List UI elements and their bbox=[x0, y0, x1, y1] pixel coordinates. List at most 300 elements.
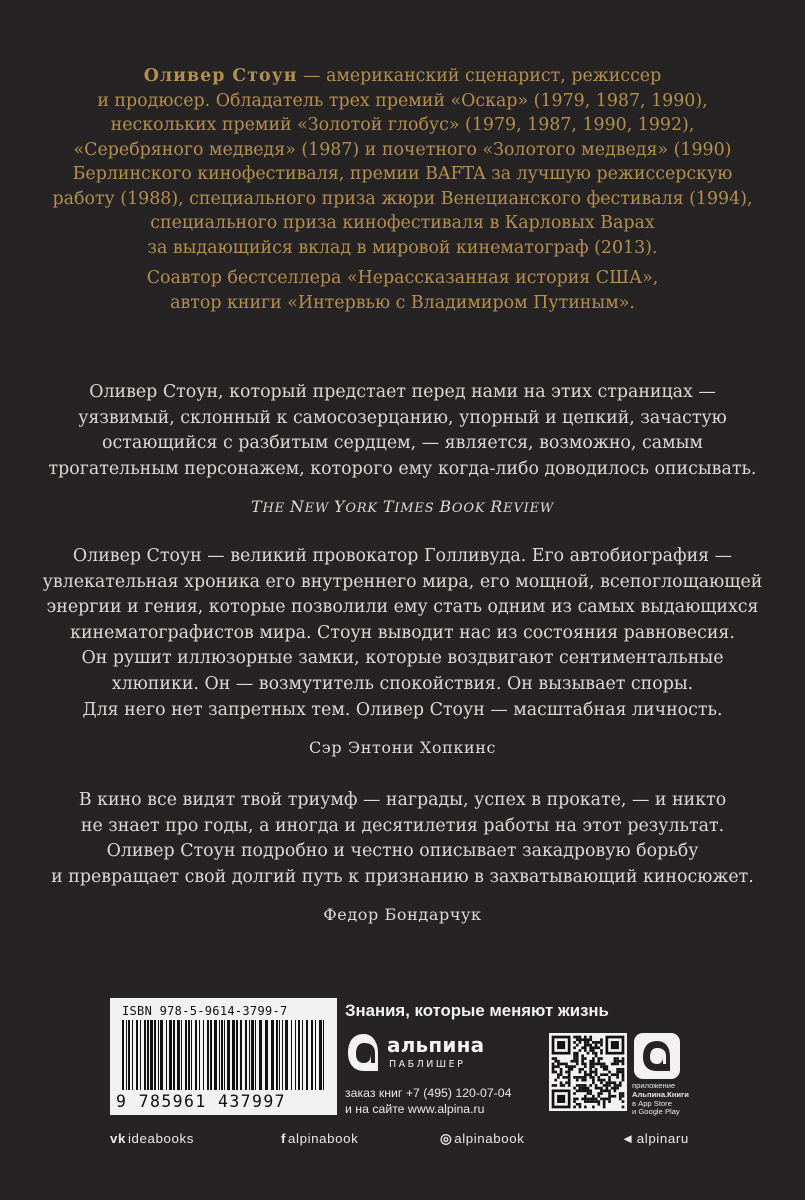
qr-module bbox=[589, 1044, 592, 1047]
barcode-bar bbox=[224, 1020, 225, 1090]
qr-module bbox=[552, 1063, 555, 1066]
barcode-bar bbox=[236, 1020, 238, 1090]
qr-module bbox=[600, 1063, 603, 1066]
publisher-sub: ПАБЛИШЕР bbox=[389, 1059, 466, 1070]
qr-module bbox=[581, 1079, 584, 1082]
qr-module bbox=[576, 1052, 579, 1055]
barcode-bar bbox=[160, 1020, 163, 1090]
qr-module bbox=[608, 1079, 611, 1082]
qr-module bbox=[557, 1076, 560, 1079]
qr-module bbox=[579, 1103, 582, 1106]
qr-module bbox=[600, 1057, 603, 1060]
barcode-bar bbox=[169, 1020, 172, 1090]
qr-module bbox=[616, 1060, 619, 1063]
qr-module bbox=[616, 1076, 619, 1079]
qr-module bbox=[573, 1076, 576, 1079]
qr-module bbox=[595, 1044, 598, 1047]
qr-module bbox=[592, 1041, 595, 1044]
barcode-bar bbox=[276, 1020, 278, 1090]
qr-module bbox=[589, 1092, 592, 1095]
qr-module bbox=[587, 1041, 590, 1044]
qr-module bbox=[584, 1071, 587, 1074]
qr-module bbox=[595, 1084, 598, 1087]
qr-module bbox=[622, 1063, 625, 1066]
qr-module bbox=[576, 1084, 579, 1087]
qr-module bbox=[573, 1106, 576, 1109]
barcode-bar bbox=[177, 1020, 180, 1090]
qr-module bbox=[573, 1065, 576, 1068]
qr-module bbox=[595, 1071, 598, 1074]
qr-module bbox=[600, 1044, 603, 1047]
qr-module bbox=[560, 1084, 563, 1087]
qr-module bbox=[589, 1076, 592, 1079]
qr-module bbox=[600, 1073, 603, 1076]
barcode-bar bbox=[249, 1020, 250, 1090]
barcode-bar bbox=[271, 1020, 274, 1090]
qr-module bbox=[603, 1079, 606, 1082]
barcode-bar bbox=[291, 1020, 292, 1090]
qr-module bbox=[576, 1055, 579, 1058]
qr-module bbox=[554, 1079, 557, 1082]
qr-module bbox=[600, 1041, 603, 1044]
qr-module bbox=[584, 1046, 587, 1049]
qr-module bbox=[605, 1087, 608, 1090]
qr-module bbox=[552, 1071, 555, 1074]
qr-module bbox=[619, 1092, 622, 1095]
qr-module bbox=[592, 1106, 595, 1109]
qr-module bbox=[589, 1063, 592, 1066]
barcode-bar bbox=[323, 1020, 324, 1090]
qr-module bbox=[600, 1098, 603, 1101]
qr-module bbox=[595, 1052, 598, 1055]
qr-module bbox=[589, 1036, 592, 1039]
qr-module bbox=[568, 1073, 571, 1076]
social-instagram: ◎ alpinabook bbox=[440, 1131, 525, 1146]
qr-module bbox=[595, 1055, 598, 1058]
qr-module bbox=[568, 1076, 571, 1079]
barcode-bar bbox=[210, 1020, 212, 1090]
coauthor-note: Соавтор бестселлера «Нерассказанная история США», автор книги «Интервью с Владимиром Путиным». bbox=[146, 268, 659, 313]
barcode-bar bbox=[185, 1020, 187, 1090]
qr-module bbox=[608, 1100, 611, 1103]
qr-module bbox=[605, 1081, 608, 1084]
qr-module bbox=[603, 1063, 606, 1066]
app-logo-icon bbox=[634, 1033, 680, 1079]
barcode-bar bbox=[181, 1020, 182, 1090]
qr-module bbox=[616, 1068, 619, 1071]
qr-module bbox=[573, 1052, 576, 1055]
qr-module bbox=[584, 1106, 587, 1109]
qr-module bbox=[611, 1073, 614, 1076]
qr-module bbox=[608, 1076, 611, 1079]
qr-module bbox=[587, 1052, 590, 1055]
qr-module bbox=[614, 1073, 617, 1076]
qr-module bbox=[576, 1103, 579, 1106]
qr-module bbox=[584, 1076, 587, 1079]
qr-module bbox=[616, 1084, 619, 1087]
barcode-bar bbox=[311, 1020, 313, 1090]
qr-module bbox=[608, 1098, 611, 1101]
qr-module bbox=[619, 1060, 622, 1063]
qr-module bbox=[565, 1071, 568, 1074]
qr-module bbox=[571, 1060, 574, 1063]
qr-finder bbox=[611, 1041, 619, 1049]
qr-module bbox=[576, 1079, 579, 1082]
qr-module bbox=[552, 1057, 555, 1060]
qr-module bbox=[622, 1073, 625, 1076]
qr-module bbox=[592, 1052, 595, 1055]
publisher-name: альпина bbox=[387, 1033, 485, 1057]
qr-module bbox=[589, 1046, 592, 1049]
qr-module bbox=[576, 1038, 579, 1041]
quote-text: Оливер Стоун, который предстает перед нами на этих страницах — уязвимый, склонный к самосозерцанию, упорный и цепкий, зачастую остающийся с разбитым сердцем, — является, возможно, самым трогательным персонажем, которого ему когда-либо доводилось описывать. bbox=[48, 382, 757, 479]
vk-icon: vk bbox=[110, 1131, 126, 1146]
qr-module bbox=[619, 1095, 622, 1098]
barcode-bar bbox=[199, 1020, 200, 1090]
bio-paragraph: Оливер Стоун — американский сценарист, режиссер и продюсер. Обладатель трех премий «Оскар» (1979, 1987, 1990), нескольких премий «Золотой глобус» (1979, 1987, 1990, 1992), «Серебряного медведя» (1987) и почетного «Золотого медведя» (1990) Берлинского кинофестиваля, премии BAFTA за лучшую режиссерскую работу (1988), специального приза жюри Венецианского фестиваля (1994), специального приза кинофестиваля в Карловых Варах за выдающийся вклад в мировой кинематограф (2013). bbox=[52, 66, 753, 258]
qr-module bbox=[587, 1044, 590, 1047]
qr-module bbox=[592, 1095, 595, 1098]
qr-module bbox=[600, 1087, 603, 1090]
qr-module bbox=[597, 1060, 600, 1063]
qr-module bbox=[622, 1076, 625, 1079]
qr-module bbox=[557, 1060, 560, 1063]
qr-module bbox=[603, 1073, 606, 1076]
qr-module bbox=[597, 1041, 600, 1044]
qr-module bbox=[587, 1038, 590, 1041]
qr-module bbox=[560, 1071, 563, 1074]
qr-module bbox=[600, 1065, 603, 1068]
barcode-bar bbox=[259, 1020, 262, 1090]
barcode-bar bbox=[282, 1020, 283, 1090]
qr-module bbox=[562, 1084, 565, 1087]
qr-module bbox=[597, 1092, 600, 1095]
alpina-logo-icon bbox=[345, 1031, 383, 1075]
qr-module bbox=[595, 1063, 598, 1066]
qr-module bbox=[554, 1084, 557, 1087]
isbn-barcode bbox=[110, 998, 337, 1115]
qr-module bbox=[552, 1065, 555, 1068]
qr-module bbox=[605, 1073, 608, 1076]
qr-module bbox=[603, 1084, 606, 1087]
qr-module bbox=[619, 1098, 622, 1101]
qr-module bbox=[597, 1087, 600, 1090]
qr-module bbox=[554, 1065, 557, 1068]
barcode-bar bbox=[144, 1020, 146, 1090]
qr-module bbox=[579, 1084, 582, 1087]
qr-module bbox=[581, 1046, 584, 1049]
qr-module bbox=[619, 1084, 622, 1087]
qr-module bbox=[581, 1087, 584, 1090]
qr-module bbox=[573, 1046, 576, 1049]
barcode-bar bbox=[251, 1020, 254, 1090]
qr-module bbox=[592, 1100, 595, 1103]
qr-module bbox=[597, 1095, 600, 1098]
qr-module bbox=[597, 1063, 600, 1066]
qr-module bbox=[611, 1081, 614, 1084]
barcode-bar bbox=[188, 1020, 190, 1090]
qr-module bbox=[622, 1095, 625, 1098]
qr-module bbox=[573, 1098, 576, 1101]
barcode-bar bbox=[122, 1020, 124, 1090]
qr-module bbox=[608, 1095, 611, 1098]
qr-module bbox=[605, 1084, 608, 1087]
qr-module bbox=[587, 1100, 590, 1103]
qr-module bbox=[595, 1068, 598, 1071]
qr-module bbox=[584, 1100, 587, 1103]
publisher-slogan: Знания, которые меняют жизнь bbox=[345, 1001, 609, 1020]
qr-module bbox=[568, 1084, 571, 1087]
qr-module bbox=[571, 1068, 574, 1071]
qr-module bbox=[603, 1103, 606, 1106]
qr-module bbox=[560, 1081, 563, 1084]
facebook-icon: f bbox=[281, 1131, 287, 1146]
barcode-bar bbox=[255, 1020, 256, 1090]
qr-module bbox=[589, 1065, 592, 1068]
qr-module bbox=[595, 1098, 598, 1101]
barcode-bar bbox=[265, 1020, 268, 1090]
qr-module bbox=[576, 1076, 579, 1079]
qr-module bbox=[592, 1060, 595, 1063]
qr-module bbox=[592, 1081, 595, 1084]
qr-module bbox=[614, 1057, 617, 1060]
qr-module bbox=[573, 1100, 576, 1103]
review-quote-hopkins bbox=[40, 544, 765, 761]
barcode-bar bbox=[319, 1020, 322, 1090]
barcode-bar bbox=[191, 1020, 192, 1090]
qr-module bbox=[557, 1065, 560, 1068]
qr-module bbox=[552, 1084, 555, 1087]
qr-module bbox=[565, 1081, 568, 1084]
qr-module bbox=[579, 1038, 582, 1041]
qr-module bbox=[584, 1063, 587, 1066]
qr-module bbox=[587, 1087, 590, 1090]
qr-module bbox=[603, 1089, 606, 1092]
qr-module bbox=[587, 1098, 590, 1101]
barcode-bar bbox=[221, 1020, 223, 1090]
barcode-bar bbox=[150, 1020, 153, 1090]
qr-module bbox=[595, 1073, 598, 1076]
qr-module bbox=[584, 1036, 587, 1039]
qr-module bbox=[584, 1065, 587, 1068]
qr-module bbox=[603, 1068, 606, 1071]
qr-module bbox=[576, 1036, 579, 1039]
qr-module bbox=[579, 1049, 582, 1052]
qr-module bbox=[597, 1057, 600, 1060]
qr-module bbox=[581, 1084, 584, 1087]
qr-module bbox=[565, 1065, 568, 1068]
barcode-bar bbox=[166, 1020, 167, 1090]
qr-module bbox=[554, 1071, 557, 1074]
qr-module bbox=[557, 1073, 560, 1076]
qr-module bbox=[589, 1049, 592, 1052]
qr-module bbox=[592, 1049, 595, 1052]
qr-module bbox=[579, 1076, 582, 1079]
barcode-bar bbox=[154, 1020, 156, 1090]
qr-module bbox=[592, 1057, 595, 1060]
qr-module bbox=[568, 1081, 571, 1084]
qr-module bbox=[568, 1068, 571, 1071]
qr-module bbox=[608, 1071, 611, 1074]
qr-module bbox=[584, 1089, 587, 1092]
qr-module bbox=[622, 1071, 625, 1074]
qr-module bbox=[589, 1089, 592, 1092]
qr-module bbox=[562, 1063, 565, 1066]
qr-module bbox=[622, 1068, 625, 1071]
qr-module bbox=[614, 1087, 617, 1090]
qr-module bbox=[579, 1041, 582, 1044]
qr-module bbox=[589, 1073, 592, 1076]
qr-module bbox=[592, 1071, 595, 1074]
qr-module bbox=[589, 1068, 592, 1071]
barcode-bar bbox=[173, 1020, 175, 1090]
qr-module bbox=[600, 1081, 603, 1084]
instagram-icon: ◎ bbox=[440, 1131, 453, 1146]
qr-module bbox=[603, 1106, 606, 1109]
qr-module bbox=[576, 1063, 579, 1066]
qr-module bbox=[614, 1063, 617, 1066]
barcode-bar bbox=[132, 1020, 133, 1090]
qr-module bbox=[616, 1057, 619, 1060]
qr-module bbox=[565, 1063, 568, 1066]
review-quote-bondarchuk bbox=[40, 788, 765, 928]
barcode-bars bbox=[122, 1020, 327, 1090]
qr-module bbox=[584, 1095, 587, 1098]
qr-module bbox=[557, 1063, 560, 1066]
qr-finder bbox=[557, 1095, 565, 1103]
qr-module bbox=[605, 1065, 608, 1068]
qr-module bbox=[565, 1076, 568, 1079]
barcode-bar bbox=[232, 1020, 235, 1090]
qr-module bbox=[592, 1065, 595, 1068]
qr-module bbox=[573, 1087, 576, 1090]
qr-module bbox=[576, 1060, 579, 1063]
qr-module bbox=[595, 1100, 598, 1103]
qr-module bbox=[595, 1041, 598, 1044]
qr-module bbox=[622, 1100, 625, 1103]
qr-module bbox=[581, 1089, 584, 1092]
qr-module bbox=[576, 1044, 579, 1047]
barcode-bar bbox=[203, 1020, 204, 1090]
qr-module bbox=[576, 1089, 579, 1092]
qr-module bbox=[603, 1098, 606, 1101]
qr-module bbox=[554, 1060, 557, 1063]
qr-module bbox=[592, 1063, 595, 1066]
qr-module bbox=[595, 1046, 598, 1049]
quote-source: Сэр Энтони Хопкинс bbox=[308, 738, 497, 758]
qr-module bbox=[597, 1079, 600, 1082]
qr-module bbox=[611, 1095, 614, 1098]
qr-module bbox=[622, 1106, 625, 1109]
website-link: и на сайте www.alpina.ru bbox=[345, 1102, 485, 1116]
qr-module bbox=[592, 1046, 595, 1049]
qr-module bbox=[584, 1041, 587, 1044]
qr-module bbox=[611, 1063, 614, 1066]
qr-module bbox=[579, 1071, 582, 1074]
qr-module bbox=[614, 1081, 617, 1084]
barcode-bar bbox=[207, 1020, 209, 1090]
qr-module bbox=[597, 1100, 600, 1103]
qr-module bbox=[573, 1060, 576, 1063]
qr-module bbox=[587, 1073, 590, 1076]
qr-module bbox=[579, 1087, 582, 1090]
qr-module bbox=[584, 1087, 587, 1090]
qr-module bbox=[568, 1079, 571, 1082]
qr-module bbox=[616, 1073, 619, 1076]
barcode-bar bbox=[306, 1020, 308, 1090]
qr-module bbox=[573, 1092, 576, 1095]
qr-module bbox=[605, 1098, 608, 1101]
qr-module bbox=[589, 1084, 592, 1087]
qr-module bbox=[592, 1079, 595, 1082]
barcode-bar bbox=[245, 1020, 247, 1090]
qr-module bbox=[589, 1071, 592, 1074]
barcode-bar bbox=[136, 1020, 138, 1090]
barcode-bar bbox=[158, 1020, 159, 1090]
barcode-bar bbox=[219, 1020, 220, 1090]
barcode-bar bbox=[295, 1020, 296, 1090]
qr-module bbox=[611, 1087, 614, 1090]
qr-module bbox=[576, 1098, 579, 1101]
qr-module bbox=[616, 1087, 619, 1090]
qr-module bbox=[622, 1057, 625, 1060]
qr-module bbox=[573, 1055, 576, 1058]
barcode-bar bbox=[128, 1020, 130, 1090]
qr-module bbox=[589, 1098, 592, 1101]
qr-code bbox=[549, 1033, 627, 1111]
qr-module bbox=[584, 1049, 587, 1052]
qr-module bbox=[584, 1073, 587, 1076]
qr-module bbox=[592, 1098, 595, 1101]
qr-module bbox=[608, 1081, 611, 1084]
qr-module bbox=[608, 1092, 611, 1095]
qr-module bbox=[581, 1060, 584, 1063]
qr-module bbox=[589, 1060, 592, 1063]
barcode-bar bbox=[240, 1020, 242, 1090]
qr-module bbox=[584, 1079, 587, 1082]
qr-module bbox=[600, 1038, 603, 1041]
review-quote-nyt bbox=[40, 380, 765, 522]
qr-module bbox=[581, 1055, 584, 1058]
barcode-bar bbox=[126, 1020, 127, 1090]
qr-module bbox=[587, 1089, 590, 1092]
qr-module bbox=[568, 1071, 571, 1074]
qr-module bbox=[600, 1079, 603, 1082]
qr-module bbox=[581, 1063, 584, 1066]
qr-module bbox=[605, 1089, 608, 1092]
qr-module bbox=[579, 1068, 582, 1071]
qr-module bbox=[603, 1065, 606, 1068]
qr-module bbox=[581, 1057, 584, 1060]
qr-module bbox=[619, 1081, 622, 1084]
qr-module bbox=[595, 1087, 598, 1090]
qr-module bbox=[619, 1068, 622, 1071]
qr-module bbox=[614, 1084, 617, 1087]
qr-module bbox=[573, 1036, 576, 1039]
qr-module bbox=[589, 1100, 592, 1103]
qr-module bbox=[579, 1106, 582, 1109]
qr-module bbox=[600, 1049, 603, 1052]
author-name: Оливер Стоун bbox=[143, 66, 298, 86]
barcode-bar bbox=[147, 1020, 149, 1090]
qr-module bbox=[584, 1098, 587, 1101]
qr-module bbox=[579, 1089, 582, 1092]
qr-module bbox=[597, 1046, 600, 1049]
qr-module bbox=[562, 1076, 565, 1079]
qr-module bbox=[597, 1076, 600, 1079]
alpina-app-icon bbox=[634, 1033, 680, 1079]
qr-module bbox=[608, 1089, 611, 1092]
